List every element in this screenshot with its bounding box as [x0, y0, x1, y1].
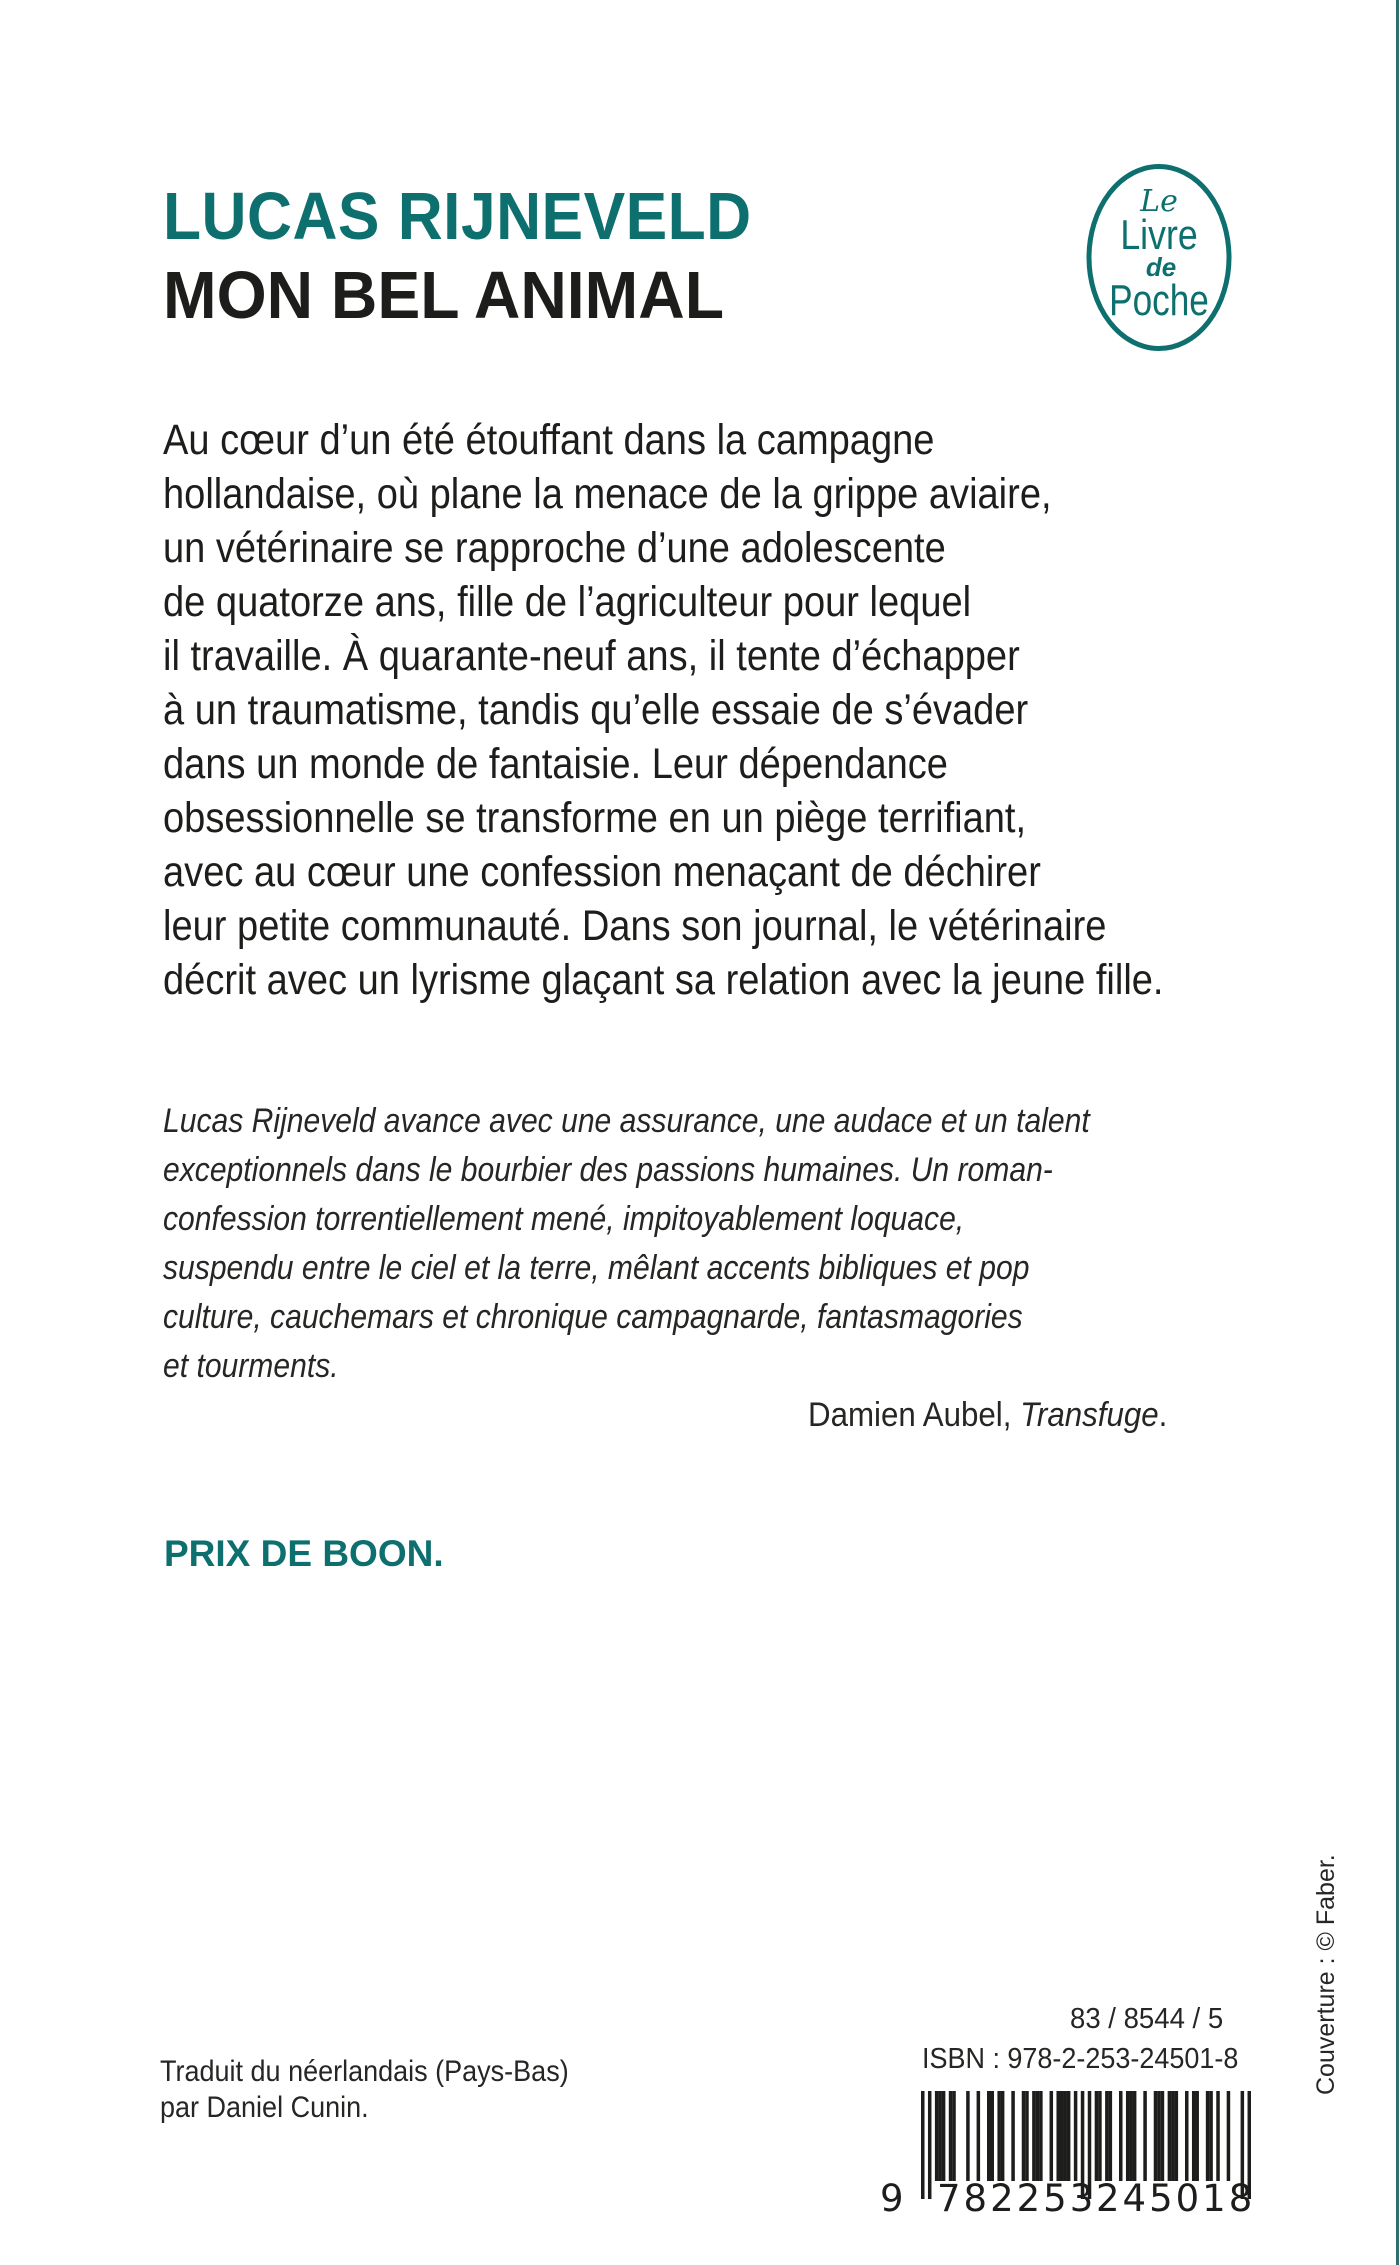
quote-line: suspendu entre le ciel et la terre, mêlant accents bibliques et pop — [163, 1249, 1030, 1287]
translation-credit-line1: Traduit du néerlandais (Pays-Bas) — [160, 2055, 569, 2088]
synopsis-line: avec au cœur une confession menaçant de déchirer — [163, 848, 1041, 896]
quote-line: Lucas Rijneveld avance avec une assurance, une audace et un talent — [163, 1102, 1090, 1140]
quote-line: culture, cauchemars et chronique campagnarde, fantasmagories — [163, 1298, 1023, 1336]
synopsis-line: un vétérinaire se rapproche d’une adolescente — [163, 524, 946, 572]
synopsis-line: hollandaise, où plane la menace de la grippe aviaire, — [163, 470, 1052, 518]
barcode-left-digits: 782253 — [937, 2177, 1097, 2220]
spine-edge-line — [1396, 0, 1399, 2265]
isbn: ISBN : 978-2-253-24501-8 — [922, 2043, 1239, 2075]
book-title: MON BEL ANIMAL — [163, 258, 724, 333]
attribution-period: . — [1158, 1396, 1168, 1434]
logo-poche: Poche — [1109, 276, 1209, 325]
synopsis-line: Au cœur d’un été étouffant dans la campagne — [163, 416, 935, 464]
quote-line: confession torrentiellement mené, impitoyablement loquace, — [163, 1200, 965, 1238]
translation-credit-line2: par Daniel Cunin. — [160, 2091, 369, 2124]
award-label: PRIX DE BOON. — [164, 1533, 444, 1574]
synopsis-line: décrit avec un lyrisme glaçant sa relation avec la jeune fille. — [163, 956, 1164, 1004]
reviewer-name: Damien Aubel, — [808, 1396, 1021, 1434]
author-name: LUCAS RIJNEVELD — [163, 179, 752, 254]
logo-le: Le — [1140, 184, 1178, 219]
logo-livre: Livre — [1120, 212, 1198, 259]
catalog-code: 83 / 8544 / 5 — [1070, 2003, 1224, 2035]
logo-de: de — [1145, 252, 1177, 282]
cover-credit: Couverture : © Faber. — [1312, 1854, 1340, 2095]
barcode-first-digit: 9 — [880, 2177, 904, 2220]
synopsis-line: à un traumatisme, tandis qu’elle essaie de s’évader — [163, 686, 1029, 734]
synopsis-line: obsessionnelle se transforme en un piège terrifiant, — [163, 794, 1027, 842]
synopsis-line: leur petite communauté. Dans son journal, le vétérinaire — [163, 902, 1107, 950]
synopsis-line: de quatorze ans, fille de l’agriculteur pour lequel — [163, 578, 972, 626]
review-source: Transfuge — [1020, 1396, 1159, 1434]
synopsis-line: il travaille. À quarante-neuf ans, il tente d’échapper — [163, 632, 1020, 680]
quote-line: exceptionnels dans le bourbier des passions humaines. Un roman- — [163, 1151, 1053, 1189]
quote-line: et tourments. — [163, 1347, 339, 1385]
barcode-right-digits: 245018 — [1096, 2177, 1256, 2220]
livre-de-poche-logo-icon — [1085, 163, 1233, 352]
synopsis-line: dans un monde de fantaisie. Leur dépendance — [163, 740, 948, 788]
review-attribution — [808, 1396, 1167, 1435]
